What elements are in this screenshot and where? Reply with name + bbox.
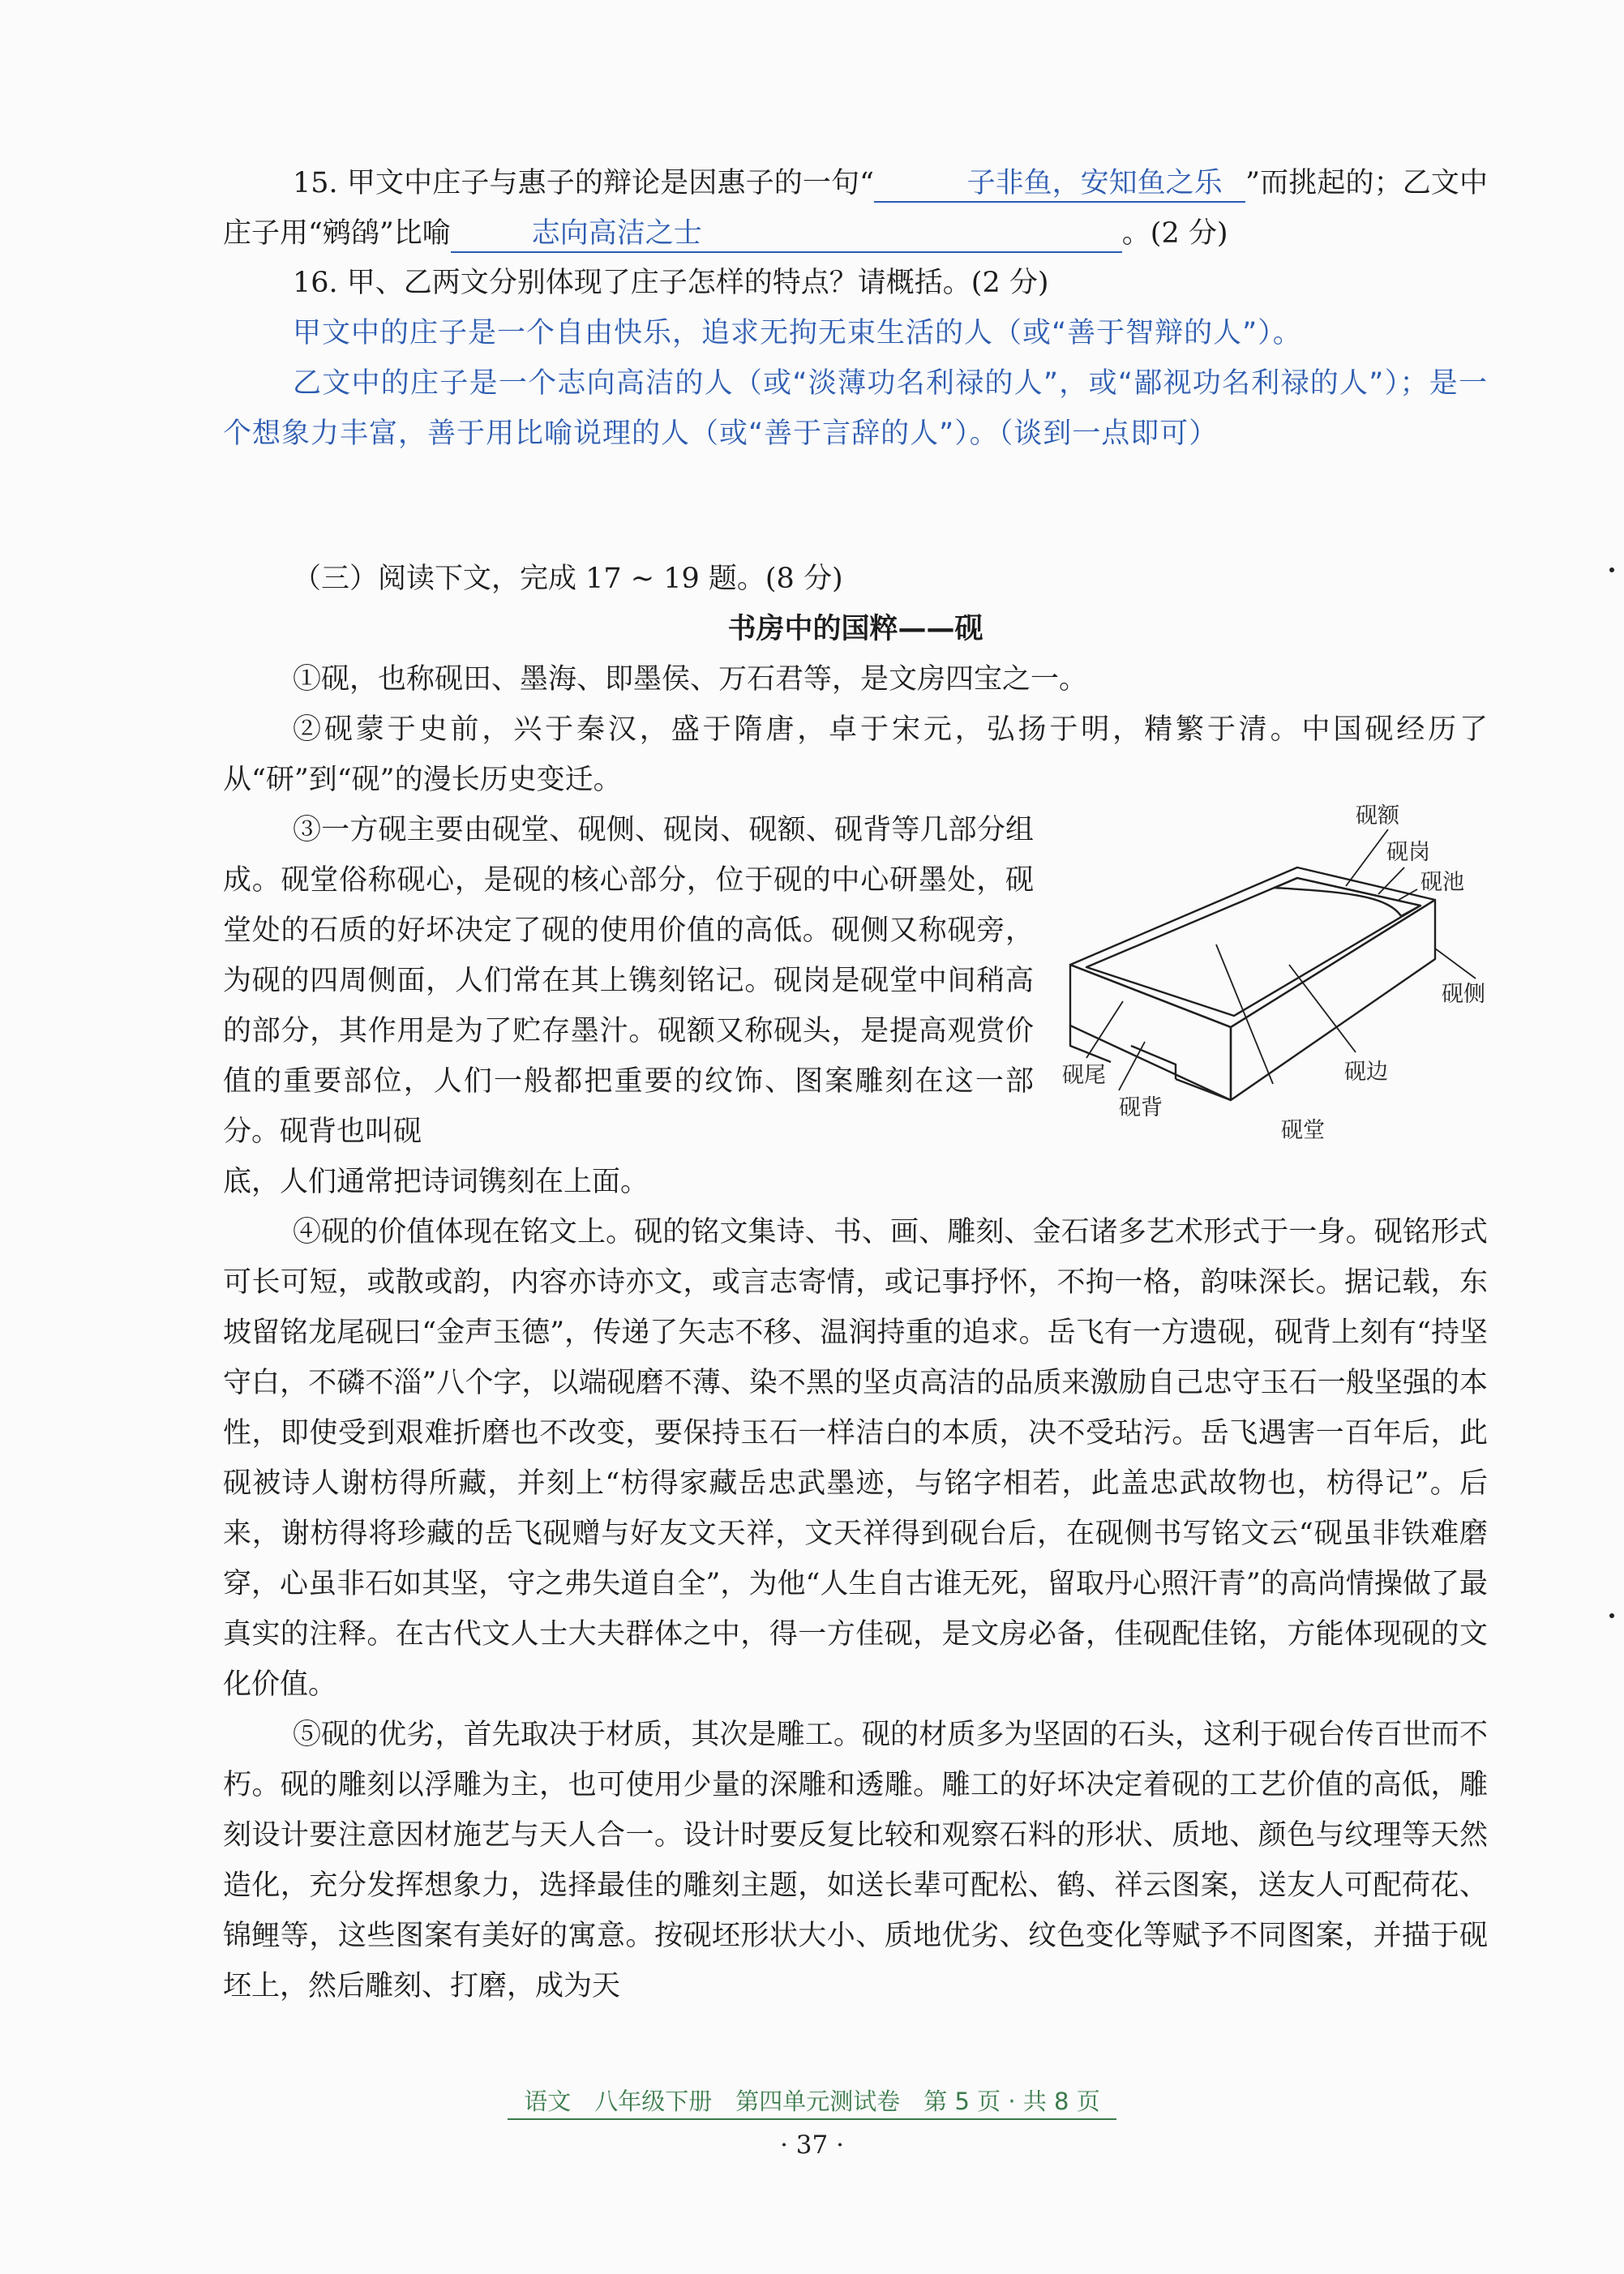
paragraph-3-tail: 底，人们通常把诗词镌刻在上面。 [223,1166,649,1198]
footer-text: 语文 八年级下册 第四单元测试卷 第 5 页 · 共 8 页 [508,2088,1116,2120]
section-3 [223,554,1488,2011]
q15-text-mid: ”而挑起的；乙文中庄子用“鹓鹐”比喻 [223,167,1488,250]
page-footer [0,2083,1624,2117]
binding-mark [1609,567,1614,572]
article-title: 书房中的国粹——砚 [727,613,983,645]
label-yan-wei: 砚尾 [1062,1063,1106,1088]
label-yan-tang: 砚堂 [1281,1118,1325,1143]
label-yan-bei: 砚背 [1119,1095,1163,1120]
paragraph-5: ⑤砚的优劣，首先取决于材质，其次是雕工。砚的材质多为坚固的石头，这利于砚台传百世而不朽。砚的雕刻以浮雕为主，也可使用少量的深雕和透雕。雕工的好坏决定着砚的工艺价值的高低，雕刻设计要注意因材施艺与天人合一。设计时要反复比较和观察石料的形状、质地、颜色与纹理等天然造化，充分发挥想象力，选择最佳的雕刻主题，如送长辈可配松、鹤、祥云图案，送友人可配荷花、锦鲤等，这些图案有美好的寓意。按砚坯形状大小、质地优劣、纹色变化等赋予不同图案，并描于砚坯上，然后雕刻、打磨，成为天 [223,1719,1488,2002]
section-3-heading: （三）阅读下文，完成 17 ~ 19 题。(8 分) [293,563,843,595]
q15-answer-2: 志向高洁之士 [451,216,1122,253]
paragraph-3: ③一方砚主要由砚堂、砚侧、砚岗、砚额、砚背等几部分组成。砚堂俗称砚心，是砚的核心部分，位于砚的中心研墨处，砚堂处的石质的好坏决定了砚的使用价值的高低。砚侧又称砚旁，为砚的四周侧面，人们常在其上镌刻铭记。砚岗是砚堂中间稍高的部分，其作用是为了贮存墨汁。砚额又称砚头，是提高观赏价值的重要部位，人们一般都把重要的纹饰、图案雕刻在这一部分。砚背也叫砚 [223,814,1034,1148]
label-yan-chi: 砚池 [1420,870,1464,895]
label-yan-bian: 砚边 [1344,1060,1388,1085]
q15-text-post: 。(2 分) [1121,217,1228,250]
binding-mark [1609,1613,1614,1618]
inkstone-diagram [1054,799,1508,1163]
q16-question: 16. 甲、乙两文分别体现了庄子怎样的特点？请概括。(2 分) [293,267,1049,299]
q16-answer-2: 乙文中的庄子是一个志向高洁的人（或“淡薄功名利禄的人”，或“鄙视功名利禄的人”）；是一个想象力丰富，善于用比喻说理的人（或“善于言辞的人”）。（谈到一点即可） [223,367,1488,450]
question-16 [223,258,1488,459]
label-yan-gang: 砚岗 [1386,840,1430,865]
question-15 [223,158,1488,259]
paragraph-1: ①砚，也称砚田、墨海、即墨侯、万石君等，是文房四宝之一。 [293,663,1088,696]
paragraph-4: ④砚的价值体现在铭文上。砚的铭文集诗、书、画、雕刻、金石诸多艺术形式于一身。砚铭形式可长可短，或散或韵，内容亦诗亦文，或言志寄情，或记事抒怀，不拘一格，韵味深长。据记载，东坡留铭龙尾砚曰“金声玉德”，传递了矢志不移、温润持重的追求。岳飞有一方遗砚，砚背上刻有“持坚守白，不磷不淄”八个字，以端砚磨不薄、染不黑的坚贞高洁的品质来激励自己忠守玉石一般坚强的本性，即使受到艰难折磨也不改变，要保持玉石一样洁白的本质，决不受玷污。岳飞遇害一百年后，此砚被诗人谢枋得所藏，并刻上“枋得家藏岳忠武墨迹，与铭字相若，此盖忠武故物也，枋得记”。后来，谢枋得将珍藏的岳飞砚赠与好友文天祥，文天祥得到砚台后，在砚侧书写铭文云“砚虽非铁难磨穿，心虽非石如其坚，守之弗失道自全”，为他“人生自古谁无死，留取丹心照汗青”的高尚情操做了最真实的注释。在古代文人士大夫群体之中，得一方佳砚，是文房必备，佳砚配佳铭，方能体现砚的文化价值。 [223,1216,1488,1701]
paragraph-2: ②砚蒙于史前，兴于秦汉，盛于隋唐，卓于宋元，弘扬于明，精繁于清。中国砚经历了从“研”到“砚”的漫长历史变迁。 [223,713,1488,796]
label-yan-e: 砚额 [1356,803,1399,829]
q15-text-pre: 15. 甲文中庄子与惠子的辩论是因惠子的一句“ [293,167,875,199]
q15-answer-1: 子非鱼，安知鱼之乐 [874,165,1245,203]
q16-answer-1: 甲文中的庄子是一个自由快乐，追求无拘无束生活的人（或“善于智辩的人”）。 [293,317,1302,349]
label-yan-ce: 砚侧 [1442,982,1485,1007]
page-number: · 37 · [780,2131,844,2160]
